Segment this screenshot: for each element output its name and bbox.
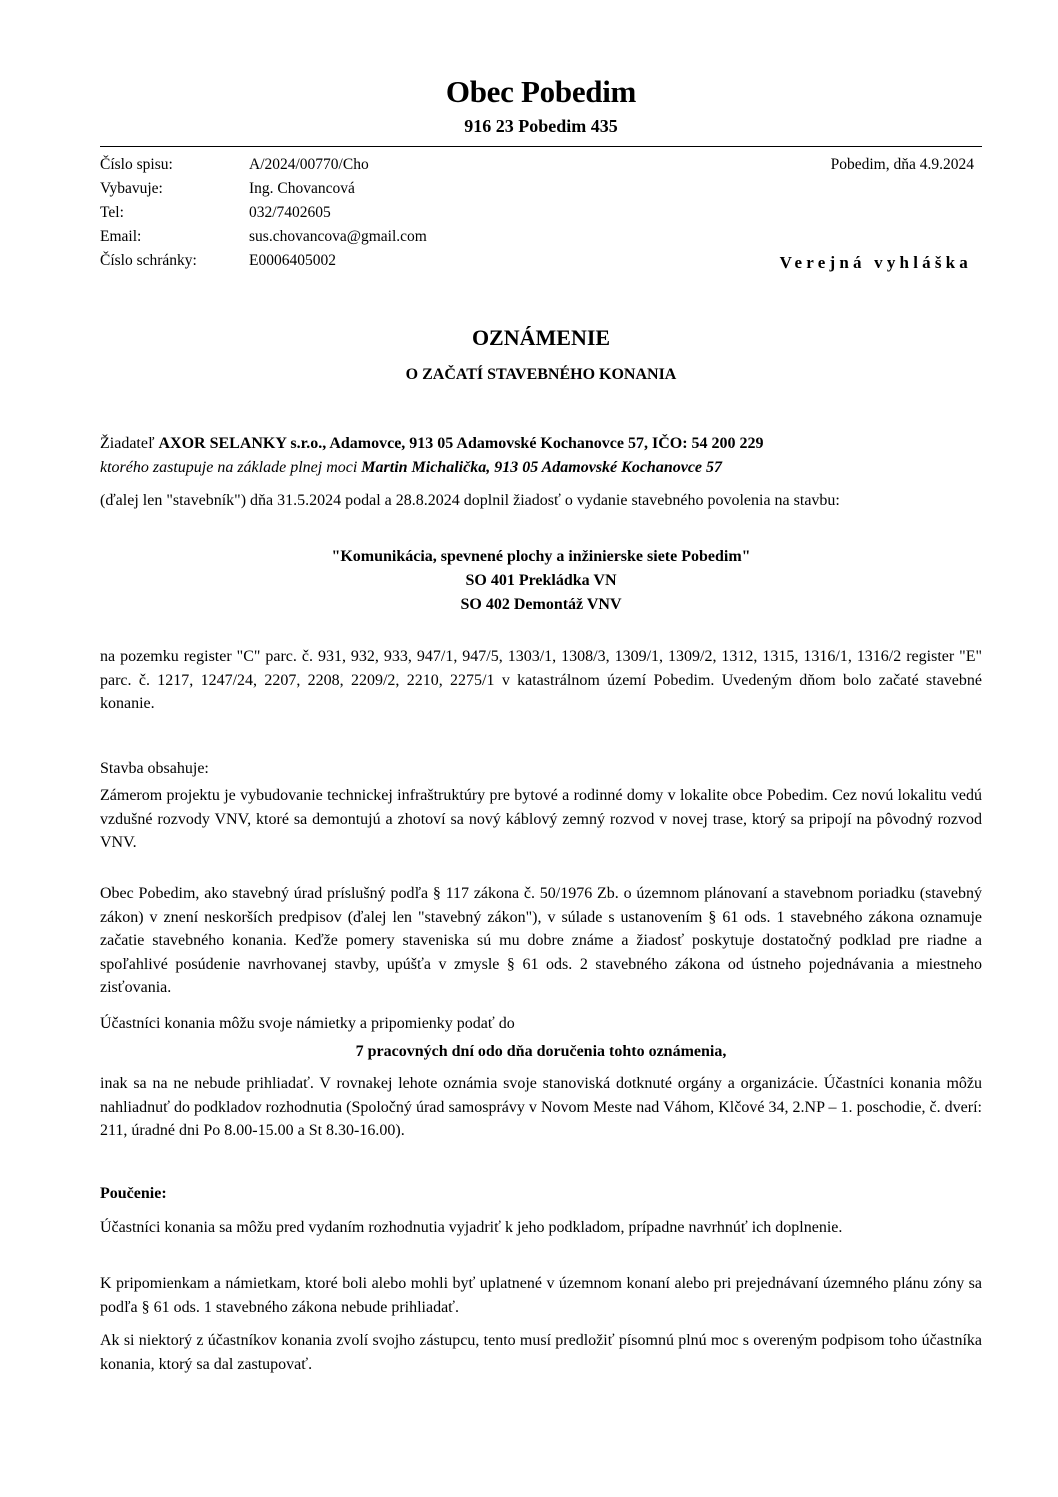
- deadline-statement: 7 pracovných dní odo dňa doručenia tohto oznámenia,: [355, 1043, 727, 1060]
- applicant-block: [100, 432, 982, 479]
- instruction-heading: Poučenie:: [100, 1185, 167, 1202]
- construction-so402: SO 402 Demontáž VNV: [460, 596, 622, 613]
- construction-name: "Komunikácia, spevnené plochy a inžinierske siete Pobedim": [331, 548, 751, 565]
- public-notice-label: Verejná vyhláška: [779, 253, 972, 272]
- objections-paragraph: inak sa na ne nebude prihliadať. V rovnakej lehote oznámia svoje stanoviská dotknuté orgány a organizácie. Účastníci konania môžu nahliadnuť do podkladov rozhodnutia (Spoločný úrad samosprávy v Novom Meste nad Váhom, Klčové 34, 2.NP – 1. poschodie, č. dverí: 211, úradné dni Po 8.00-15.00 a St 8.30-16.00).: [100, 1075, 982, 1139]
- meta-value: 032/7402605: [249, 204, 331, 221]
- document-subtitle: O ZAČATÍ STAVEBNÉHO KONANIA: [405, 366, 677, 383]
- document-date: Pobedim, dňa 4.9.2024: [830, 156, 974, 173]
- instruction-item: Účastníci konania sa môžu pred vydaním rozhodnutia vyjadriť k jeho podkladom, prípadne navrhnúť ich doplnenie.: [100, 1219, 843, 1236]
- document-title: OZNÁMENIE: [471, 325, 611, 350]
- meta-label: Číslo schránky:: [100, 252, 197, 269]
- meta-label: Tel:: [100, 204, 124, 221]
- header-divider: [100, 146, 982, 147]
- instruction-item: Ak si niektorý z účastníkov konania zvolí svojho zástupcu, tento musí predložiť písomnú plnú moc s overeným podpisom toho účastníka konania, ktorý sa dal zastupovať.: [100, 1332, 982, 1373]
- representative-name: Martin Michalička, 913 05 Adamovské Kochanovce 57: [361, 458, 723, 476]
- meta-value: Ing. Chovancová: [249, 180, 355, 197]
- contents-heading: Stavba obsahuje:: [100, 760, 209, 777]
- meta-label: Email:: [100, 228, 142, 245]
- applicant-name: AXOR SELANKY s.r.o., Adamovce, 913 05 Adamovské Kochanovce 57, IČO: 54 200 229: [158, 435, 764, 452]
- representative-prefix: ktorého zastupuje na základe plnej moci: [100, 458, 362, 476]
- meta-row: [100, 225, 982, 249]
- meta-row: [100, 201, 982, 225]
- contents-paragraph: Zámerom projektu je vybudovanie technickej infraštruktúry pre bytové a rodinné domy v lokalite obce Pobedim. Cez novú lokalitu vedú vzdušné rozvody VNV, ktoré sa demontujú a zhotoví sa nový káblový zemný rozvod v novej trase, ktorý sa pripojí na pôvodný rozvod VNV.: [100, 787, 982, 851]
- request-paragraph: (ďalej len "stavebník") dňa 31.5.2024 podal a 28.8.2024 doplnil žiadosť o vydanie stavebného povolenia na stavbu:: [100, 492, 840, 509]
- applicant-prefix: Žiadateľ: [100, 435, 159, 452]
- objections-intro: Účastníci konania môžu svoje námietky a pripomienky podať do: [100, 1015, 515, 1032]
- meta-label: Číslo spisu:: [100, 156, 173, 173]
- meta-value: A/2024/00770/Cho: [249, 156, 369, 173]
- meta-value: sus.chovancova@gmail.com: [249, 228, 427, 245]
- construction-so401: SO 401 Prekládka VN: [465, 572, 617, 589]
- parcels-paragraph: na pozemku register "C" parc. č. 931, 932, 933, 947/1, 947/5, 1303/1, 1308/3, 1309/1, 1309/2, 1312, 1315, 1316/1, 1316/2 register "E" parc. č. 1217, 1247/24, 2207, 2208, 2209/2, 2210, 2275/1 v katastrálnom území Pobedim. Uvedeným dňom bolo začaté stavebné konanie.: [100, 648, 982, 712]
- instruction-item: K pripomienkam a námietkam, ktoré boli alebo mohli byť uplatnené v územnom konaní alebo pri prejednávaní územného plánu zóny sa podľa § 61 ods. 1 stavebného zákona nebude prihliadať.: [100, 1275, 982, 1316]
- org-name: Obec Pobedim: [445, 74, 637, 109]
- meta-label: Vybavuje:: [100, 180, 163, 197]
- meta-value: E0006405002: [249, 252, 336, 269]
- authority-paragraph: Obec Pobedim, ako stavebný úrad príslušný podľa § 117 zákona č. 50/1976 Zb. o územnom plánovaní a stavebnom poriadku (stavebný zákon) v znení neskorších predpisov (ďalej len "stavebný zákon"), v súlade s ustanovením § 61 ods. 1 stavebného zákona oznamuje začatie stavebného konania. Keďže pomery staveniska sú mu dobre známe a žiadosť poskytuje dostatočný podklad pre riadne a spoľahlivé posúdenie navrhovanej stavby, upúšťa v zmysle § 61 ods. 2 stavebného zákona od ústneho pojednávania a miestneho zisťovania.: [100, 885, 982, 996]
- org-address: 916 23 Pobedim 435: [464, 116, 618, 136]
- meta-row: [100, 177, 982, 201]
